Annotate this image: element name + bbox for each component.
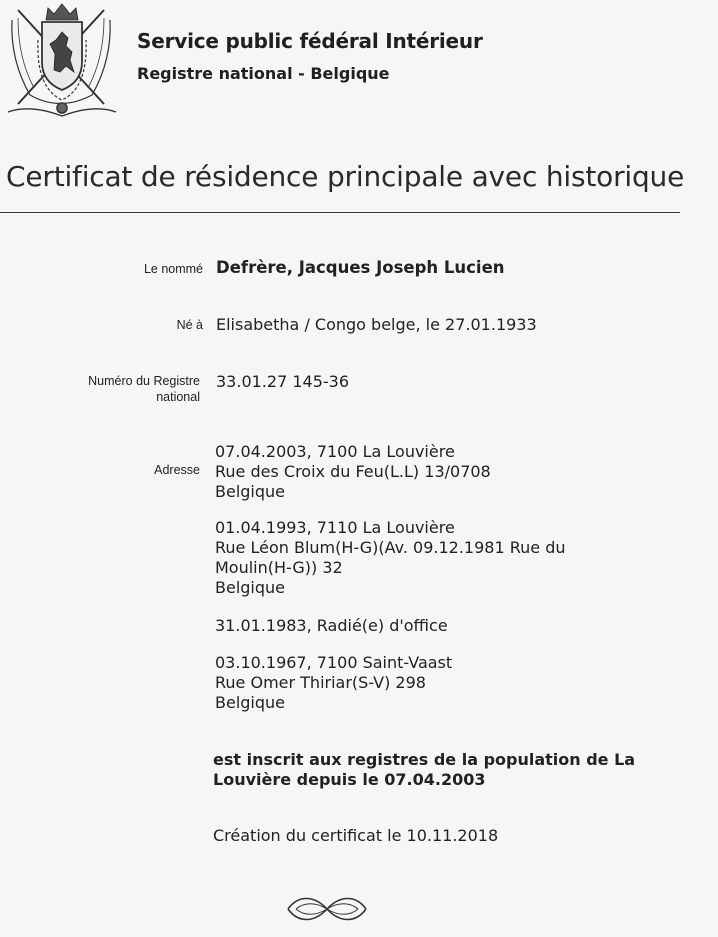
flourish-ornament-icon xyxy=(284,893,370,925)
register-label-line: Numéro du Registre xyxy=(88,374,200,388)
address-line: Belgique xyxy=(215,693,286,712)
person-name: Defrère, Jacques Joseph Lucien xyxy=(216,258,505,277)
register-number: 33.01.27 145-36 xyxy=(216,372,350,391)
statement-line: Louvière depuis le 07.04.2003 xyxy=(213,770,486,789)
address-entry xyxy=(215,616,448,636)
register-label-line: national xyxy=(156,390,200,404)
register-number-label xyxy=(88,373,200,405)
statement-line: est inscrit aux registres de la population de La xyxy=(213,750,636,769)
address-label: Adresse xyxy=(154,463,200,477)
name-label: Le nommé xyxy=(143,262,203,276)
registry-name: Registre national - Belgique xyxy=(137,64,390,83)
address-line: 07.04.2003, 7100 La Louvière xyxy=(215,442,455,461)
registration-statement xyxy=(213,750,635,790)
belgian-coat-of-arms-icon xyxy=(0,0,130,122)
address-line: Moulin(H-G)) 32 xyxy=(215,558,343,577)
agency-name: Service public fédéral Intérieur xyxy=(137,29,483,53)
address-line: Rue des Croix du Feu(L.L) 13/0708 xyxy=(215,462,491,481)
address-line: Belgique xyxy=(215,482,286,501)
address-line: Rue Léon Blum(H-G)(Av. 09.12.1981 Rue du xyxy=(215,538,566,557)
address-line: 01.04.1993, 7110 La Louvière xyxy=(215,518,455,537)
address-line: Belgique xyxy=(215,578,286,597)
address-line: Rue Omer Thiriar(S-V) 298 xyxy=(215,673,426,692)
birth-label: Né à xyxy=(176,318,203,332)
address-entry xyxy=(215,518,566,598)
address-entry xyxy=(215,653,452,713)
address-line: 03.10.1967, 7100 Saint-Vaast xyxy=(215,653,453,672)
address-entry xyxy=(215,442,491,502)
address-line: 31.01.1983, Radié(e) d'office xyxy=(215,616,448,635)
title-divider xyxy=(0,212,680,213)
birth-info: Elisabetha / Congo belge, le 27.01.1933 xyxy=(216,315,537,334)
certificate-creation-date: Création du certificat le 10.11.2018 xyxy=(213,826,499,845)
document-title: Certificat de résidence principale avec historique xyxy=(6,160,685,193)
